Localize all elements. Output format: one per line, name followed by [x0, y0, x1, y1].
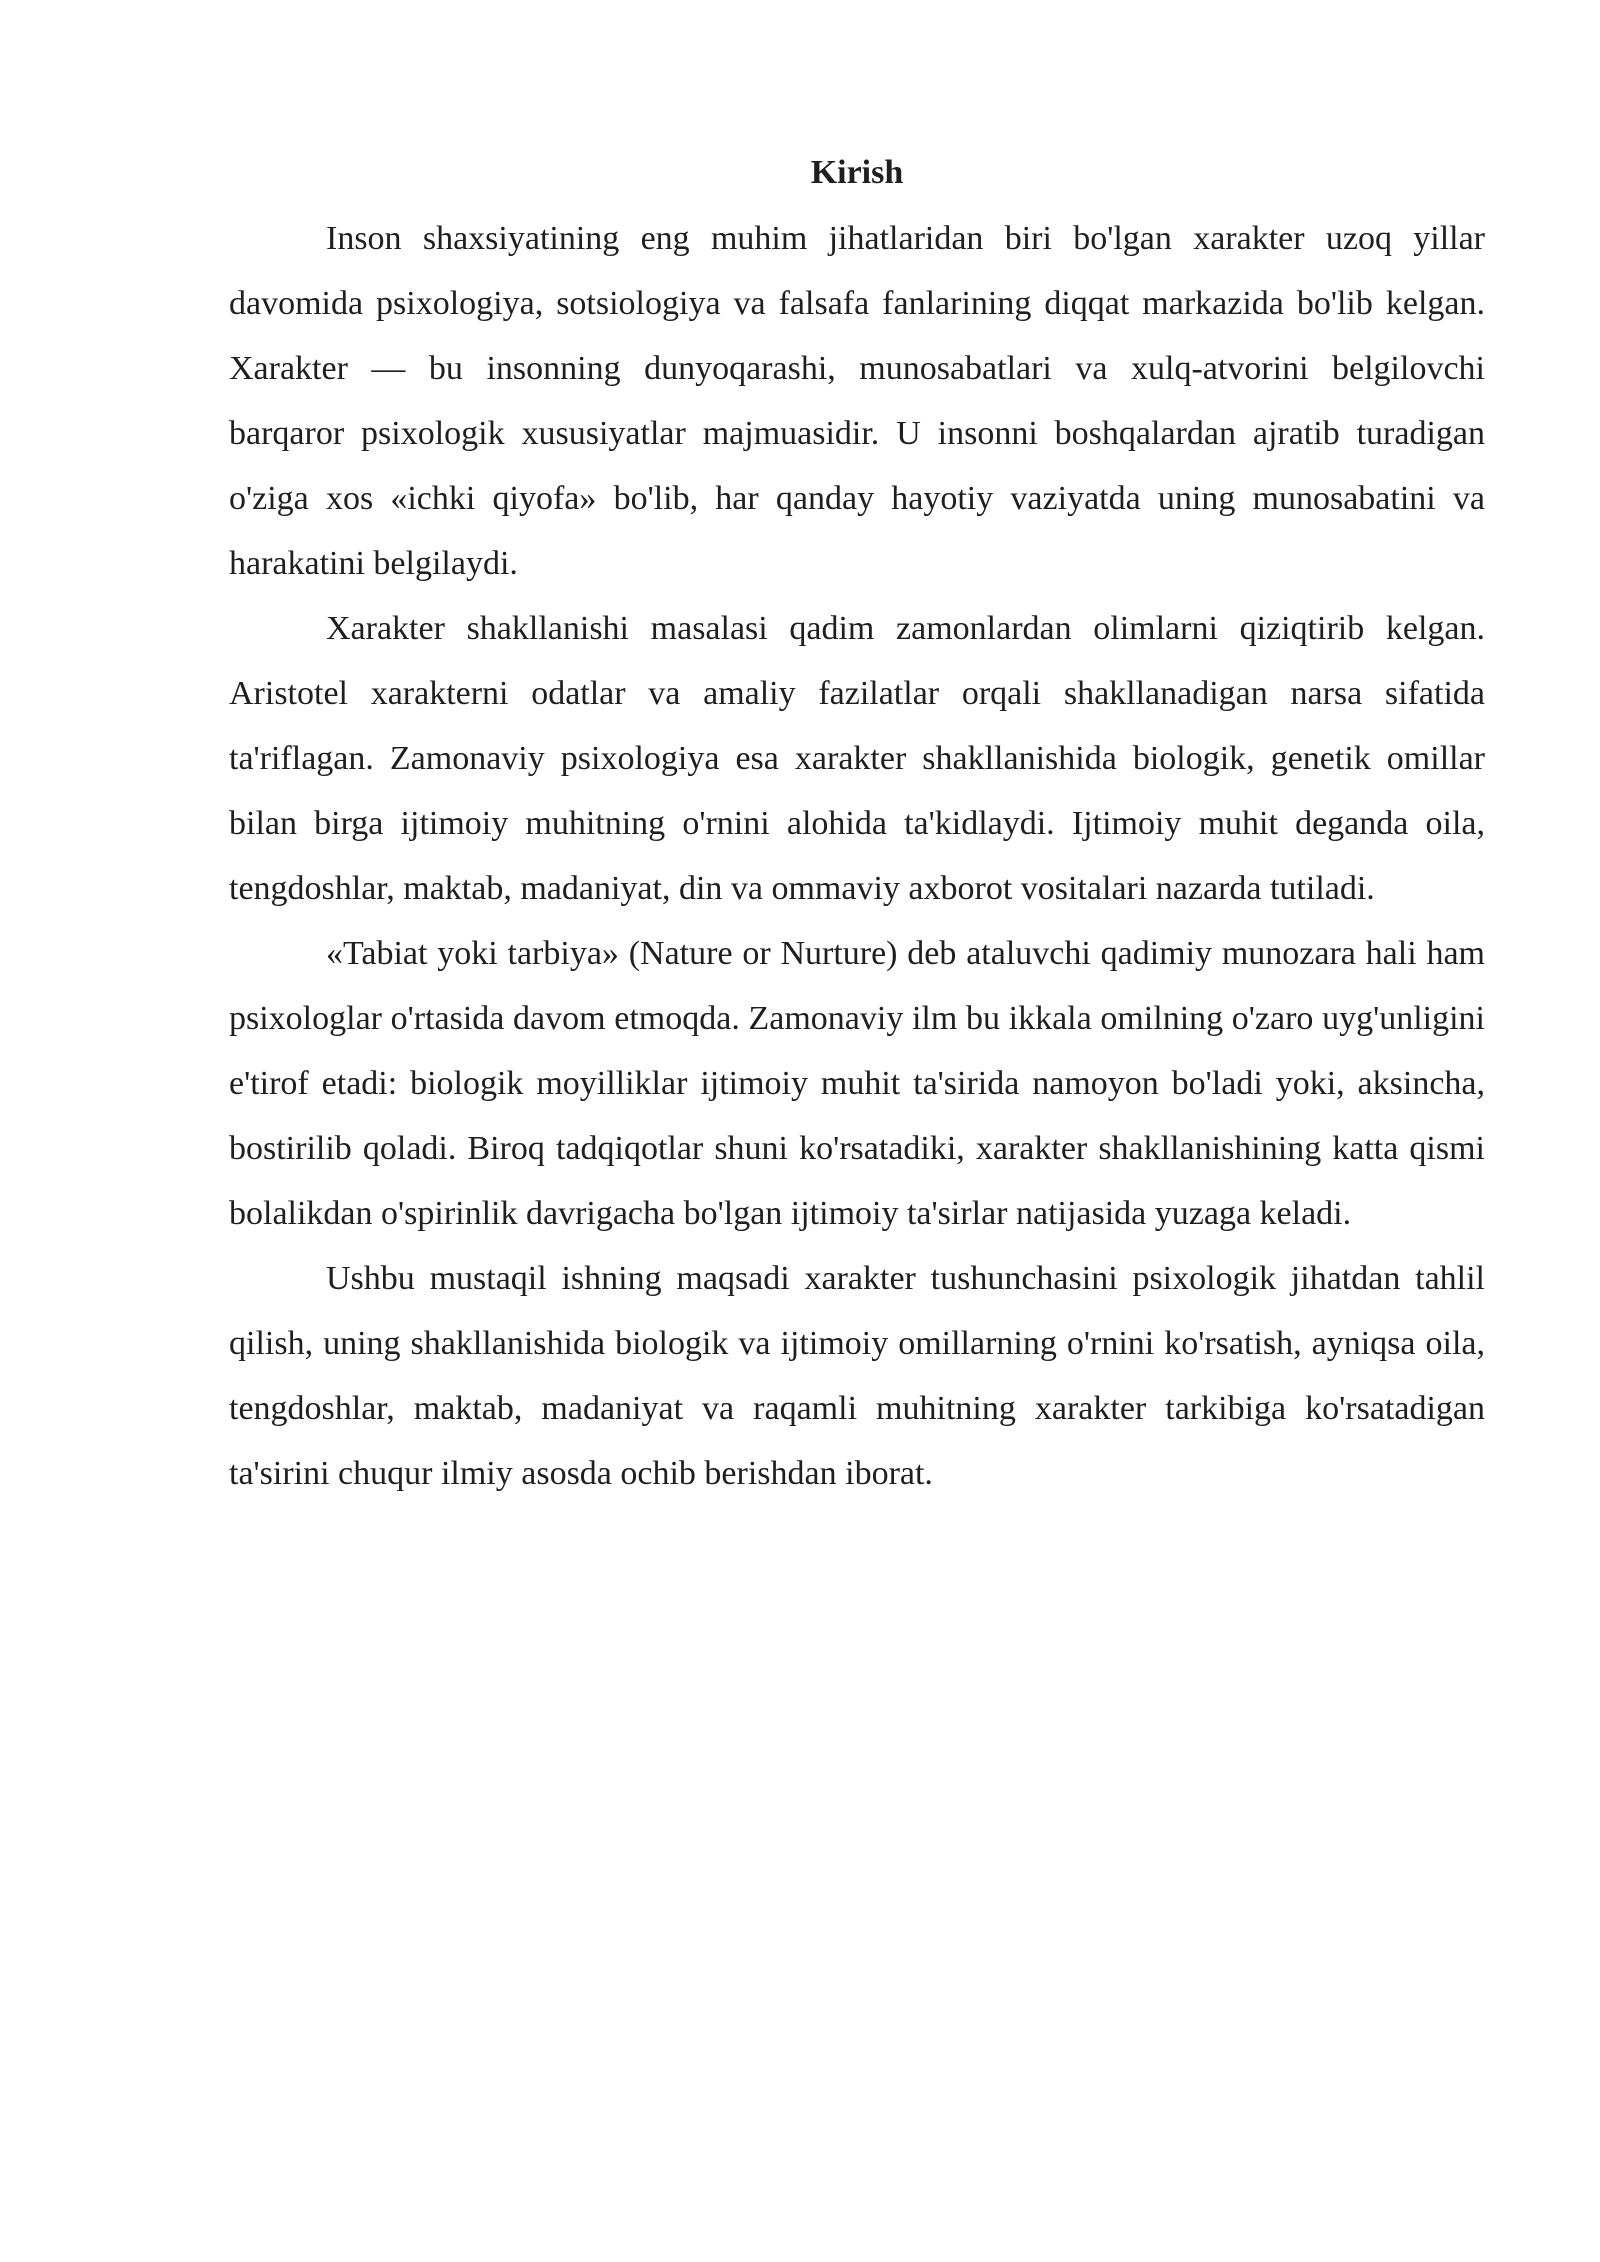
paragraph-4: Ushbu mustaqil ishning maqsadi xarakter tushunchasini psixologik jihatdan tahlil qilish, uning shakllanishida biologik va ijtimoiy omillarning o'rnini ko'rsatish, ayniqsa oila, tengdoshlar, maktab, madaniyat va raqamli muhitning xarakter tarkibiga ko'rsatadigan ta'sirini chuqur ilmiy asosda ochib berishdan iborat.: [229, 1260, 1485, 1492]
paragraph-2: Xarakter shakllanishi masalasi qadim zamonlardan olimlarni qiziqtirib kelgan. Aristotel xarakterni odatlar va amaliy fazilatlar orqali shakllanadigan narsa sifatida ta'riflagan. Zamonaviy psixologiya esa xarakter shakllanishida biologik, genetik omillar bilan birga ijtimoiy muhitning o'rnini alohida ta'kidlaydi. Ijtimoiy muhit deganda oila, tengdoshlar, maktab, madaniyat, din va ommaviy axborot vositalari nazarda tutiladi.: [229, 610, 1485, 907]
page-title: Kirish: [810, 154, 904, 191]
paragraph-3: «Tabiat yoki tarbiya» (Nature or Nurture) deb ataluvchi qadimiy munozara hali ham psixologlar o'rtasida davom etmoqda. Zamonaviy ilm bu ikkala omilning o'zaro uyg'unligini e'tirof etadi: biologik moyilliklar ijtimoiy muhit ta'sirida namoyon bo'ladi yoki, aksincha, bostirilib qoladi. Biroq tadqiqotlar shuni ko'rsatadiki, xarakter shakllanishining katta qismi bolalikdan o'spirinlik davrigacha bo'lgan ijtimoiy ta'sirlar natijasida yuzaga keladi.: [229, 935, 1485, 1232]
document-body: [229, 148, 1485, 1506]
paragraph-1: Inson shaxsiyatining eng muhim jihatlaridan biri bo'lgan xarakter uzoq yillar davomida psixologiya, sotsiologiya va falsafa fanlarining diqqat markazida bo'lib kelgan. Xarakter — bu insonning dunyoqarashi, munosabatlari va xulq-atvorini belgilovchi barqaror psixologik xususiyatlar majmuasidir. U insonni boshqalardan ajratib turadigan o'ziga xos «ichki qiyofa» bo'lib, har qanday hayotiy vaziyatda uning munosabatini va harakatini belgilaydi.: [229, 220, 1485, 582]
